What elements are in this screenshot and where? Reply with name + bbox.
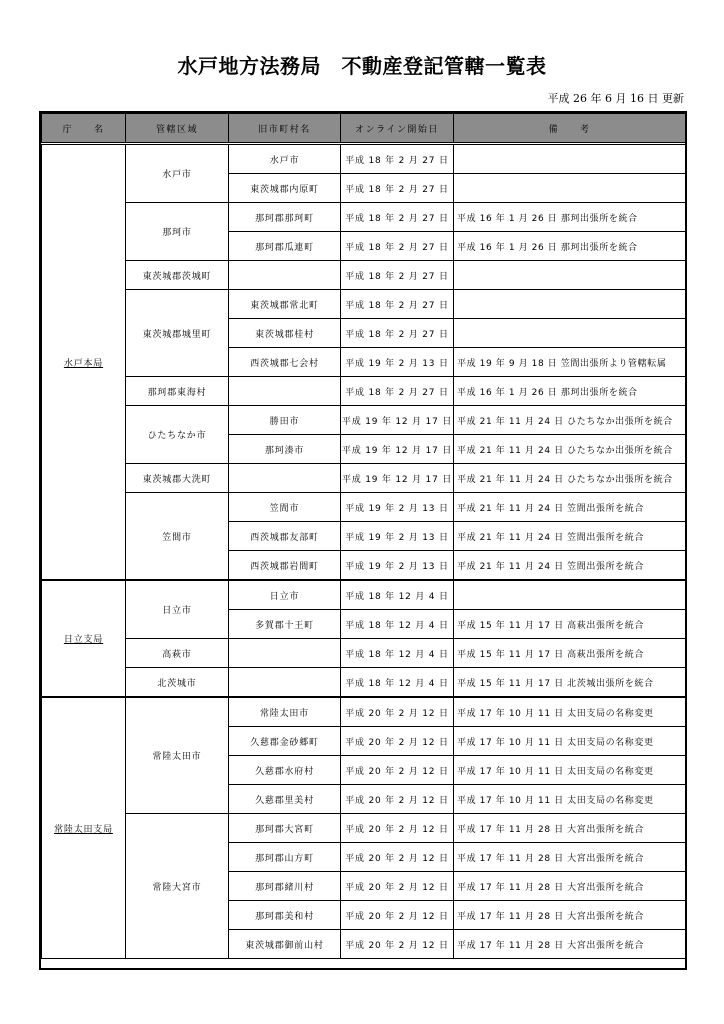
old-municipality-cell: 東茨城郡常北町 — [229, 290, 341, 319]
remarks-cell — [454, 290, 686, 319]
remarks-cell: 平成 15 年 11 月 17 日 高萩出張所を統合 — [454, 610, 686, 639]
remarks-cell: 平成 21 年 11 月 24 日 ひたちなか出張所を統合 — [454, 406, 686, 435]
online-date-cell: 平成 20 年 2 月 12 日 — [341, 901, 454, 930]
area-cell: 東茨城郡城里町 — [126, 290, 229, 377]
online-date-cell: 平成 20 年 2 月 12 日 — [341, 785, 454, 814]
online-date-cell: 平成 20 年 2 月 12 日 — [341, 756, 454, 785]
header-online-start: オンライン開始日 — [341, 114, 454, 144]
office-mito: 水戸本局 — [63, 358, 104, 369]
table-row — [42, 261, 686, 290]
online-date-cell: 平成 19 年 2 月 13 日 — [341, 551, 454, 581]
header-office: 庁 名 — [42, 114, 126, 144]
old-municipality-cell: 那珂郡那珂町 — [229, 203, 341, 232]
remarks-cell: 平成 16 年 1 月 26 日 那珂出張所を統合 — [454, 377, 686, 406]
area-cell: 高萩市 — [126, 639, 229, 668]
old-municipality-cell: 那珂郡大宮町 — [229, 814, 341, 843]
online-date-cell: 平成 20 年 2 月 12 日 — [341, 727, 454, 756]
table-row — [42, 377, 686, 406]
old-municipality-cell — [229, 668, 341, 698]
online-date-cell: 平成 20 年 2 月 12 日 — [341, 814, 454, 843]
old-municipality-cell: 那珂郡緒川村 — [229, 872, 341, 901]
old-municipality-cell — [229, 261, 341, 290]
remarks-cell: 平成 19 年 9 月 18 日 笠間出張所より管轄転属 — [454, 348, 686, 377]
office-hitachiota: 常陸太田支局 — [54, 824, 113, 835]
area-cell: 常陸太田市 — [126, 697, 229, 814]
remarks-cell: 平成 17 年 11 月 28 日 大宮出張所を統合 — [454, 814, 686, 843]
online-date-cell: 平成 19 年 12 月 17 日 — [341, 435, 454, 464]
online-date-cell: 平成 20 年 2 月 12 日 — [341, 843, 454, 872]
old-municipality-cell — [229, 639, 341, 668]
area-cell: 水戸市 — [126, 144, 229, 203]
remarks-cell: 平成 21 年 11 月 24 日 ひたちなか出張所を統合 — [454, 435, 686, 464]
online-date-cell: 平成 18 年 12 月 4 日 — [341, 610, 454, 639]
old-municipality-cell — [229, 464, 341, 493]
online-date-cell: 平成 18 年 2 月 27 日 — [341, 290, 454, 319]
area-cell: 北茨城市 — [126, 668, 229, 698]
table-row — [42, 814, 686, 843]
area-cell: 日立市 — [126, 580, 229, 639]
table-row — [42, 290, 686, 319]
remarks-cell: 平成 17 年 11 月 28 日 大宮出張所を統合 — [454, 901, 686, 930]
table-row — [42, 697, 686, 727]
old-municipality-cell: 常陸太田市 — [229, 697, 341, 727]
office-cell — [42, 697, 126, 959]
table-row — [42, 406, 686, 435]
table-row — [42, 493, 686, 522]
online-date-cell: 平成 18 年 2 月 27 日 — [341, 319, 454, 348]
table-row — [42, 464, 686, 493]
remarks-cell: 平成 16 年 1 月 26 日 那珂出張所を統合 — [454, 232, 686, 261]
header-area: 管轄区域 — [126, 114, 229, 144]
old-municipality-cell — [229, 377, 341, 406]
remarks-cell: 平成 15 年 11 月 17 日 高萩出張所を統合 — [454, 639, 686, 668]
jurisdiction-table-frame — [39, 111, 687, 970]
online-date-cell: 平成 19 年 2 月 13 日 — [341, 522, 454, 551]
updated-date: 平成 26 年 6 月 16 日 更新 — [547, 92, 684, 105]
old-municipality-cell: 東茨城郡内原町 — [229, 174, 341, 203]
remarks-cell: 平成 17 年 11 月 28 日 大宮出張所を統合 — [454, 843, 686, 872]
online-date-cell: 平成 18 年 2 月 27 日 — [341, 377, 454, 406]
old-municipality-cell: 東茨城郡桂村 — [229, 319, 341, 348]
old-municipality-cell: 東茨城郡御前山村 — [229, 930, 341, 959]
old-municipality-cell: 西茨城郡七会村 — [229, 348, 341, 377]
header-old-municipality: 旧市町村名 — [229, 114, 341, 144]
remarks-cell — [454, 319, 686, 348]
remarks-cell: 平成 16 年 1 月 26 日 那珂出張所を統合 — [454, 203, 686, 232]
area-cell: 常陸大宮市 — [126, 814, 229, 959]
remarks-cell: 平成 21 年 11 月 24 日 笠間出張所を統合 — [454, 493, 686, 522]
old-municipality-cell: 那珂郡山方町 — [229, 843, 341, 872]
table-header-row — [42, 114, 686, 144]
old-municipality-cell: 那珂郡瓜連町 — [229, 232, 341, 261]
jurisdiction-table — [41, 113, 686, 959]
old-municipality-cell: 水戸市 — [229, 144, 341, 174]
page-title: 水戸地方法務局 不動産登記管轄一覧表 — [177, 54, 547, 78]
online-date-cell: 平成 18 年 2 月 27 日 — [341, 261, 454, 290]
table-row — [42, 668, 686, 698]
online-date-cell: 平成 18 年 12 月 4 日 — [341, 668, 454, 698]
remarks-cell: 平成 17 年 10 月 11 日 太田支局の名称変更 — [454, 756, 686, 785]
old-municipality-cell: 久慈郡里美村 — [229, 785, 341, 814]
old-municipality-cell: 西茨城郡岩間町 — [229, 551, 341, 581]
old-municipality-cell: 勝田市 — [229, 406, 341, 435]
old-municipality-cell: 多賀郡十王町 — [229, 610, 341, 639]
area-cell: 東茨城郡茨城町 — [126, 261, 229, 290]
area-cell: 笠間市 — [126, 493, 229, 581]
online-date-cell: 平成 18 年 2 月 27 日 — [341, 203, 454, 232]
table-row — [42, 639, 686, 668]
online-date-cell: 平成 18 年 2 月 27 日 — [341, 144, 454, 174]
remarks-cell: 平成 17 年 11 月 28 日 大宮出張所を統合 — [454, 872, 686, 901]
online-date-cell: 平成 20 年 2 月 12 日 — [341, 930, 454, 959]
online-date-cell: 平成 18 年 2 月 27 日 — [341, 174, 454, 203]
old-municipality-cell: 西茨城郡友部町 — [229, 522, 341, 551]
remarks-cell: 平成 17 年 10 月 11 日 太田支局の名称変更 — [454, 697, 686, 727]
online-date-cell: 平成 20 年 2 月 12 日 — [341, 872, 454, 901]
remarks-cell: 平成 21 年 11 月 24 日 ひたちなか出張所を統合 — [454, 464, 686, 493]
remarks-cell — [454, 580, 686, 610]
old-municipality-cell: 久慈郡金砂郷町 — [229, 727, 341, 756]
old-municipality-cell: 久慈郡水府村 — [229, 756, 341, 785]
online-date-cell: 平成 19 年 12 月 17 日 — [341, 406, 454, 435]
area-cell: 那珂郡東海村 — [126, 377, 229, 406]
remarks-cell: 平成 21 年 11 月 24 日 笠間出張所を統合 — [454, 522, 686, 551]
old-municipality-cell: 日立市 — [229, 580, 341, 610]
remarks-cell: 平成 17 年 10 月 11 日 太田支局の名称変更 — [454, 727, 686, 756]
office-cell — [42, 144, 126, 581]
online-date-cell: 平成 18 年 12 月 4 日 — [341, 639, 454, 668]
old-municipality-cell: 笠間市 — [229, 493, 341, 522]
online-date-cell: 平成 18 年 2 月 27 日 — [341, 232, 454, 261]
old-municipality-cell: 那珂湊市 — [229, 435, 341, 464]
table-row — [42, 580, 686, 610]
area-cell: 那珂市 — [126, 203, 229, 261]
online-date-cell: 平成 19 年 2 月 13 日 — [341, 493, 454, 522]
remarks-cell — [454, 261, 686, 290]
online-date-cell: 平成 19 年 2 月 13 日 — [341, 348, 454, 377]
remarks-cell: 平成 21 年 11 月 24 日 笠間出張所を統合 — [454, 551, 686, 581]
remarks-cell: 平成 15 年 11 月 17 日 北茨城出張所を統合 — [454, 668, 686, 698]
remarks-cell: 平成 17 年 10 月 11 日 太田支局の名称変更 — [454, 785, 686, 814]
online-date-cell: 平成 18 年 12 月 4 日 — [341, 580, 454, 610]
table-row — [42, 144, 686, 174]
table-row — [42, 203, 686, 232]
old-municipality-cell: 那珂郡美和村 — [229, 901, 341, 930]
area-cell: 東茨城郡大洗町 — [126, 464, 229, 493]
online-date-cell: 平成 20 年 2 月 12 日 — [341, 697, 454, 727]
remarks-cell: 平成 17 年 11 月 28 日 大宮出張所を統合 — [454, 930, 686, 959]
online-date-cell: 平成 19 年 12 月 17 日 — [341, 464, 454, 493]
office-cell — [42, 580, 126, 697]
office-hitachi: 日立支局 — [63, 635, 104, 645]
area-cell: ひたちなか市 — [126, 406, 229, 464]
header-remarks: 備 考 — [454, 114, 686, 144]
remarks-cell — [454, 174, 686, 203]
remarks-cell — [454, 144, 686, 174]
